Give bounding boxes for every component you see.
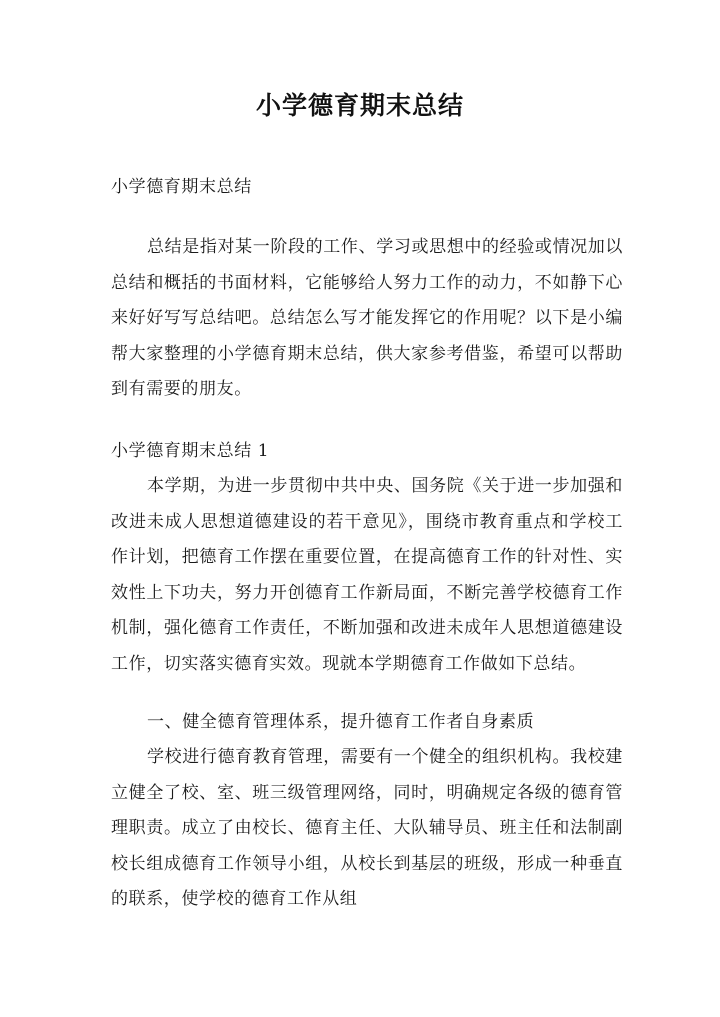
document-subtitle: 小学德育期末总结: [111, 177, 252, 197]
body-paragraph: 学校进行德育教育管理，需要有一个健全的组织机构。我校建立健全了校、室、班三级管理网络，同时，明确规定各级的德育管理职责。成立了由校长、德育主任、大队辅导员、班主任和法制副校长组成德育工作领导小组，从校长到基层的班级，形成一种垂直的联系，使学校的德育工作从组: [111, 747, 623, 909]
subsection-heading: 一、健全德育管理体系，提升德育工作者自身素质: [147, 712, 535, 732]
body-paragraph: 本学期，为进一步贯彻中共中央、国务院《关于进一步加强和改进未成人思想道德建设的若干意见》，围绕市教育重点和学校工作计划，把德育工作摆在重要位置，在提高德育工作的针对性、实效性上下功夫，努力开创德育工作新局面，不断完善学校德育工作机制，强化德育工作责任，不断加强和改进未成年人思想道德建设工作，切实落实德育实效。现就本学期德育工作做如下总结。: [111, 476, 623, 674]
intro-paragraph: 总结是指对某一阶段的工作、学习或思想中的经验或情况加以总结和概括的书面材料，它能够给人努力工作的动力，不如静下心来好好写写总结吧。总结怎么写才能发挥它的作用呢？以下是小编帮大家整理的小学德育期末总结，供大家参考借鉴，希望可以帮助到有需要的朋友。: [111, 237, 623, 399]
section-heading: 小学德育期末总结 1: [111, 441, 270, 461]
page-title: 小学德育期末总结: [255, 91, 464, 120]
